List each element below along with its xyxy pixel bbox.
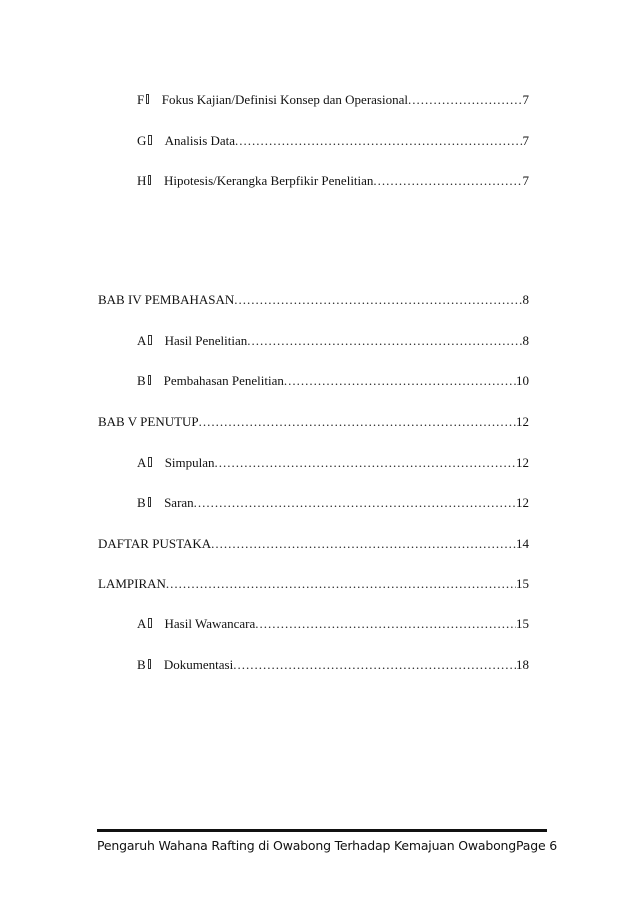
missing-glyph-icon [148,457,151,467]
toc-entry-f[interactable] [137,92,529,108]
toc-letter: A [137,333,147,348]
toc-letter: B [137,373,146,388]
toc-letter: H [137,173,147,188]
toc-letter: B [137,657,146,672]
toc-entry-simpulan[interactable] [137,455,529,471]
toc-entry-saran[interactable] [137,495,529,511]
missing-glyph-icon [148,497,151,507]
toc-title: Simpulan [164,455,215,470]
toc-page-number: 7 [522,133,529,148]
toc-leader-dots [373,173,522,189]
toc-title: Saran [164,495,194,510]
toc-entry-hasil-penelitian[interactable] [137,333,529,349]
toc-leader-dots [211,536,516,552]
toc-leader-dots [194,495,516,511]
toc-leader-dots [284,373,516,389]
toc-entry-bab-iv[interactable] [98,292,529,308]
toc-page-number: 7 [522,92,529,107]
toc-title: BAB IV PEMBAHASAN [98,292,235,307]
toc-title: BAB V PENUTUP [98,414,199,429]
toc-leader-dots [215,455,516,471]
missing-glyph-icon [146,94,149,104]
toc-letter: A [137,616,147,631]
missing-glyph-icon [148,659,151,669]
toc-letter: G [137,133,147,148]
toc-title: Hipotesis/Kerangka Berpfikir Penelitian [164,173,374,188]
toc-page-number: 8 [522,292,529,307]
page-footer: Pengaruh Wahana Rafting di Owabong Terhadap Kemajuan OwabongPage 6 [97,838,557,853]
toc-entry-pembahasan-penelitian[interactable] [137,373,529,389]
toc-entry-daftar-pustaka[interactable] [98,536,529,552]
toc-page-number: 7 [522,173,529,188]
toc-entry-lampiran[interactable] [98,576,529,592]
toc-leader-dots [235,133,522,149]
toc-entry-hasil-wawancara[interactable] [137,616,529,632]
toc-leader-dots [166,576,516,592]
toc-title: Dokumentasi [163,657,234,672]
toc-title: Fokus Kajian/Definisi Konsep dan Operasional [161,92,408,107]
toc-title: DAFTAR PUSTAKA [98,536,212,551]
toc-leader-dots [247,333,522,349]
toc-leader-dots [255,616,516,632]
missing-glyph-icon [148,335,151,345]
toc-title: Hasil Wawancara [164,616,256,631]
toc-page-number: 12 [516,414,529,429]
toc-page-number: 12 [516,455,529,470]
toc-entry-dokumentasi[interactable] [137,657,529,673]
toc-page-number: 14 [516,536,529,551]
toc-page-number: 12 [516,495,529,510]
toc-page-number: 8 [522,333,529,348]
footer-divider [97,829,547,832]
toc-leader-dots [233,657,516,673]
toc-entry-g[interactable] [137,133,529,149]
toc-page-number: 15 [516,576,529,591]
toc-page-number: 10 [516,373,529,388]
toc-entry-bab-v[interactable] [98,414,529,430]
toc-leader-dots [199,414,516,430]
toc-leader-dots [408,92,523,108]
toc-letter: B [137,495,146,510]
toc-page-number: 18 [516,657,529,672]
missing-glyph-icon [148,135,151,145]
toc-letter: A [137,455,147,470]
missing-glyph-icon [148,618,151,628]
toc-leader-dots [234,292,522,308]
missing-glyph-icon [148,175,151,185]
toc-title: Analisis Data [164,133,236,148]
toc-title: LAMPIRAN [98,576,166,591]
toc-entry-h[interactable] [137,173,529,189]
toc-letter: F [137,92,145,107]
toc-page-number: 15 [516,616,529,631]
toc-title: Pembahasan Penelitian [163,373,284,388]
toc-title: Hasil Penelitian [164,333,248,348]
missing-glyph-icon [148,375,151,385]
